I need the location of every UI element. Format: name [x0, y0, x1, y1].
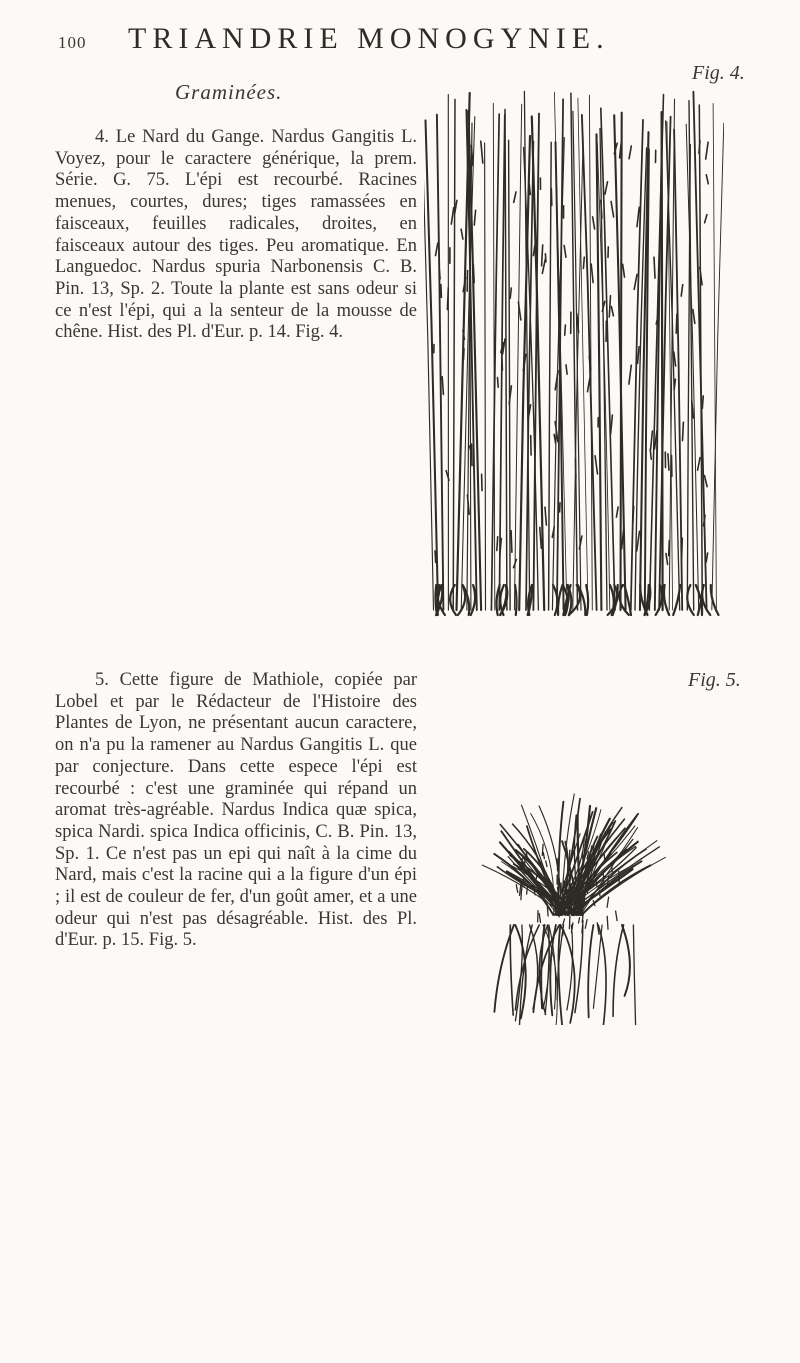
grass-tuft-illustration: [424, 80, 724, 620]
running-head: [58, 22, 780, 62]
entry-number: 4.: [95, 127, 109, 147]
entry-5: [55, 670, 417, 952]
nard-root-illustration: [428, 755, 708, 1025]
running-title: TRIANDRIE MONOGYNIE.: [128, 22, 610, 55]
page-number: 100: [58, 33, 87, 52]
entry-text: Le Nard du Gange. Nardus Gangitis L. Voyez, pour le caractere générique, la prem. Série. G. 75. L'épi est recourbé. Racines menues, courtes, dures; tiges ramassées en faisceaux, feuilles radicales, droites, en faisceaux autour des tiges. Peu aromatique. En Languedoc. Nardus spuria Narbonensis C. B. Pin. 13, Sp. 2. Toute la plante est sans odeur si ce n'est l'épi, qui a la senteur de la mousse de chêne. Hist. des Pl. d'Eur. p. 14. Fig. 4.: [55, 127, 418, 343]
entry-number: 5.: [95, 670, 109, 690]
figure-5-label: Fig. 5.: [688, 669, 741, 691]
figure-4-label: Fig. 4.: [692, 62, 745, 84]
entry-4: [55, 127, 417, 344]
section-title: Graminées.: [175, 80, 283, 104]
entry-text: Cette figure de Mathiole, copiée par Lobel et par le Rédacteur de l'Histoire des Plantes de Lyon, ne présentant aucun caractere, on n'a pu la ramener au Nardus Gangitis L. que par conjecture. Dans cette espece l'épi est recourbé : c'est une graminée qui répand un aromat très-agréable. Nardus Indica quæ spica, spica Nardi. spica Indica officinis, C. B. Pin. 13, Sp. 1. Ce n'est pas un epi qui naît à la cime du Nard, mais c'est la racine qui a la figure d'un épi ; il est de couleur de fer, d'un goût amer, et a une odeur qui n'est pas désagréable. Hist. des Pl. d'Eur. p. 15. Fig. 5.: [55, 670, 417, 951]
